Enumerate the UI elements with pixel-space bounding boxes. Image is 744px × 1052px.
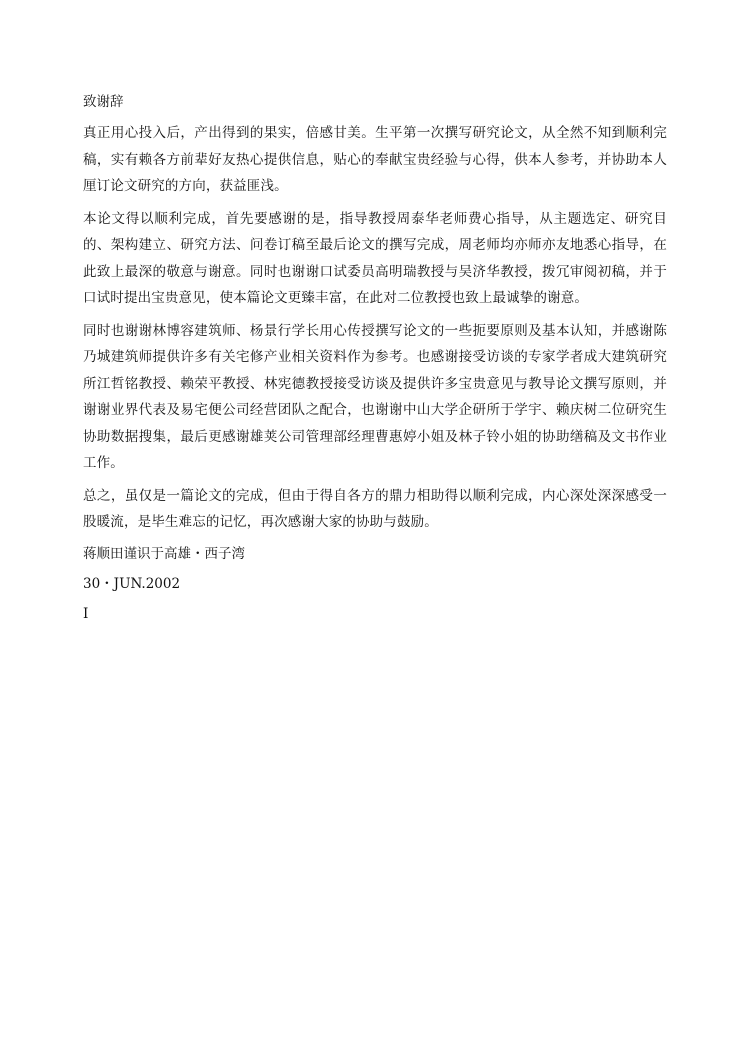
paragraph-1: 真正用心投入后，产出得到的果实，倍感甘美。生平第一次撰写研究论文，从全然不知到顺利完稿，实有赖各方前辈好友热心提供信息，贴心的奉献宝贵经验与心得，供本人参考，并协助本人厘订论文研究的方向，获益匪浅。 [83, 125, 667, 194]
paragraph-4: 总之，虽仅是一篇论文的完成，但由于得自各方的鼎力相助得以顺利完成，内心深处深深感受一股暖流，是毕生难忘的记忆，再次感谢大家的协助与鼓励。 [83, 487, 667, 530]
paragraph-3: 同时也谢谢林博容建筑师、杨景行学长用心传授撰写论文的一些扼要原则及基本认知，并感谢陈乃城建筑师提供许多有关宅修产业相关资料作为参考。也感谢接受访谈的专家学者成大建筑研究所江哲铭教授、赖荣平教授、林宪德教授接受访谈及提供许多宝贵意见与教导论文撰写原则，并谢谢业界代表及易宅便公司经营团队之配合，也谢谢中山大学企研所于学宇、赖庆树二位研究生协助数据搜集，最后更感谢雄荚公司管理部经理曹惠婷小姐及林子铃小姐的协助缮稿及文书作业工作。 [83, 322, 667, 471]
acknowledgements-page [83, 90, 667, 632]
page-number: I [83, 605, 89, 622]
page-title: 致谢辞 [83, 94, 124, 110]
date: 30・JUN.2002 [83, 575, 181, 592]
signature: 蒋顺田谨识于高雄・西子湾 [83, 545, 245, 562]
paragraph-2: 本论文得以顺利完成，首先要感谢的是，指导教授周泰华老师费心指导，从主题选定、研究目的、架构建立、研究方法、问卷订稿至最后论文的撰写完成，周老师均亦师亦友地悉心指导，在此致上最深的敬意与谢意。同时也谢谢口试委员高明瑞教授与吴济华教授，拨冗审阅初稿，并于口试时提出宝贵意见，使本篇论文更臻丰富，在此对二位教授也致上最诚挚的谢意。 [83, 210, 667, 306]
